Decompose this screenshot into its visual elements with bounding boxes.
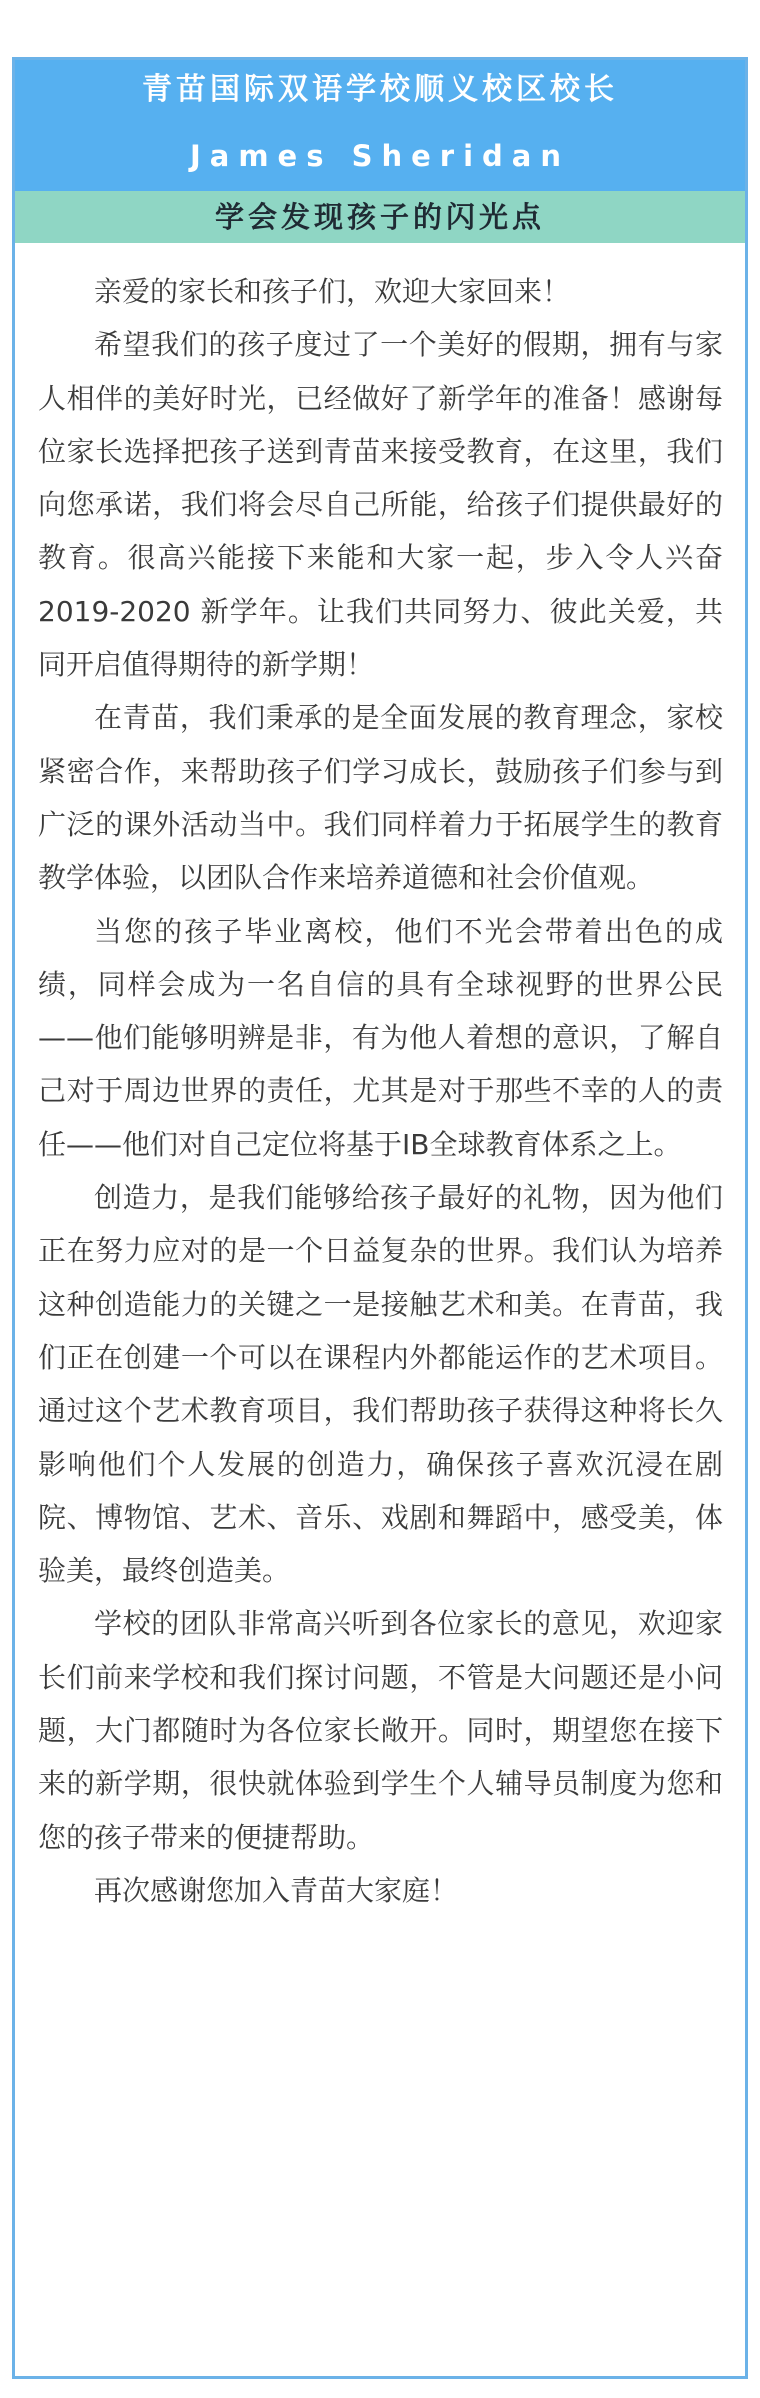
principal-title: 青苗国际双语学校顺义校区校长 (142, 72, 618, 107)
paragraph-creativity: 创造力，是我们能够给孩子最好的礼物，因为他们正在努力应对的是一个日益复杂的世界。我们认为培养这种创造能力的关键之一是接触艺术和美。在青苗，我们正在创建一个可以在课程内外都能运作的艺术项目。通过这个艺术教育项目，我们帮助孩子获得这种将长久影响他们个人发展的创造力，确保孩子喜欢沉浸在剧院、博物馆、艺术、音乐、戏剧和舞蹈中，感受美，体验美，最终创造美。 (38, 1181, 723, 1588)
paragraph-graduates: 当您的孩子毕业离校，他们不光会带着出色的成绩，同样会成为一名自信的具有全球视野的世界公民——他们能够明辨是非，有为他人着想的意识，了解自己对于周边世界的责任，尤其是对于那些不幸的人的责任——他们对自己定位将基于IB全球教育体系之上。 (38, 914, 723, 1161)
paragraph-closing: 再次感谢您加入青苗大家庭！ (94, 1873, 459, 1907)
paragraph-team: 学校的团队非常高兴听到各位家长的意见，欢迎家长们前来学校和我们探讨问题，不管是大问题还是小问题，大门都随时为各位家长敞开。同时，期望您在接下来的新学期，很快就体验到学生个人辅导员制度为您和您的孩子带来的便捷帮助。 (38, 1607, 723, 1854)
paragraph-greeting: 亲爱的家长和孩子们，欢迎大家回来！ (94, 275, 571, 308)
letter-body (38, 265, 723, 1917)
header-banner (15, 60, 745, 191)
subtitle-bar (15, 191, 745, 243)
paragraph-welcome: 希望我们的孩子度过了一个美好的假期，拥有与家人相伴的美好时光，已经做好了新学年的准备！感谢每位家长选择把孩子送到青苗来接受教育，在这里，我们向您承诺，我们将会尽自己所能，给孩子们提供最好的教育。很高兴能接下来能和大家一起，步入令人兴奋2019-2020 新学年。让我们共同努力、彼此关爱，共同开启值得期待的新学期！ (38, 328, 723, 682)
letter-frame (12, 57, 748, 2379)
paragraph-philosophy: 在青苗，我们秉承的是全面发展的教育理念，家校紧密合作，来帮助孩子们学习成长，鼓励孩子们参与到广泛的课外活动当中。我们同样着力于拓展学生的教育教学体验，以团队合作来培养道德和社会价值观。 (38, 701, 723, 895)
principal-name: James Sheridan (189, 139, 571, 173)
letter-subtitle: 学会发现孩子的闪光点 (214, 200, 545, 234)
